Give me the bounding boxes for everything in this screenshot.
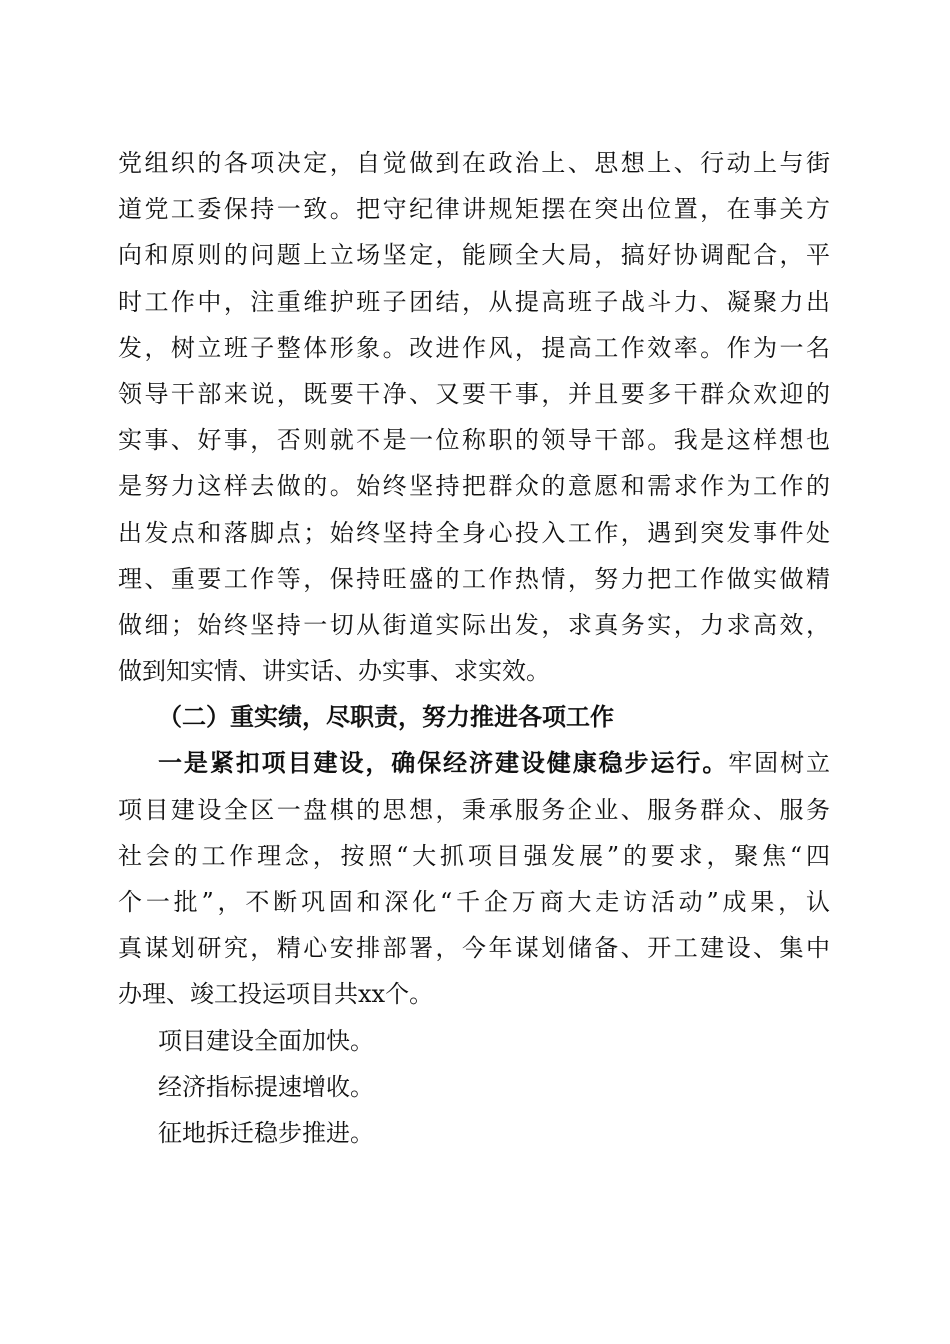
text-line: 项目建设全区一盘棋的思想，秉承服务企业、服务群众、服务 (118, 795, 830, 824)
text-line: 是努力这样去做的。始终坚持把群众的意愿和需求作为工作的 (118, 472, 830, 501)
paragraph-project-construction (118, 740, 830, 1017)
text-line: 发，树立班子整体形象。改进作风，提高工作效率。作为一名 (118, 333, 830, 362)
text-line: 实事、好事，否则就不是一位称职的领导干部。我是这样想也 (118, 426, 830, 455)
text-line: 出发点和落脚点；始终坚持全身心投入工作，遇到突发事件处 (118, 518, 830, 547)
text-line: 领导干部来说，既要干净、又要干事，并且要多干群众欢迎的 (118, 379, 830, 408)
item-land-acquisition: 征地拆迁稳步推进。 (158, 1118, 374, 1147)
document-body (118, 140, 830, 1156)
text-line: 做细；始终坚持一切从街道实际出发，求真务实，力求高效， (118, 610, 830, 639)
section-heading: （二）重实绩，尽职责，努力推进各项工作 (158, 702, 614, 732)
text-line: 时工作中，注重维护班子团结，从提高班子战斗力、凝聚力出 (118, 287, 830, 316)
text-line: 理、重要工作等，保持旺盛的工作热情，努力把工作做实做精 (118, 564, 830, 593)
paragraph-party-discipline (118, 140, 830, 694)
item-economic-indicators: 经济指标提速增收。 (158, 1072, 374, 1101)
text-line: 真谋划研究，精心安排部署，今年谋划储备、开工建设、集中 (118, 934, 830, 963)
text-line: 党组织的各项决定，自觉做到在政治上、思想上、行动上与街 (118, 149, 830, 177)
item-project-acceleration: 项目建设全面加快。 (158, 1026, 374, 1055)
text-line: 向和原则的问题上立场坚定，能顾全大局，搞好协调配合，平 (118, 241, 830, 270)
text-line: 办理、竣工投运项目共xx个。 (118, 980, 434, 1009)
text-line-lead (118, 740, 830, 786)
text-line: 社会的工作理念，按照“大抓项目强发展”的要求，聚焦“四 (118, 841, 830, 870)
text-line: 道党工委保持一致。把守纪律讲规矩摆在突出位置，在事关方 (118, 195, 830, 224)
text-line: 做到知实情、讲实话、办实事、求实效。 (118, 657, 550, 686)
lead-sentence: 一是紧扣项目建设，确保经济建设健康稳步运行。 (158, 748, 729, 778)
text-line: 个一批”，不断巩固和深化“千企万商大走访活动”成果，认 (118, 888, 830, 916)
lead-continuation: 牢固树立 (728, 749, 831, 778)
